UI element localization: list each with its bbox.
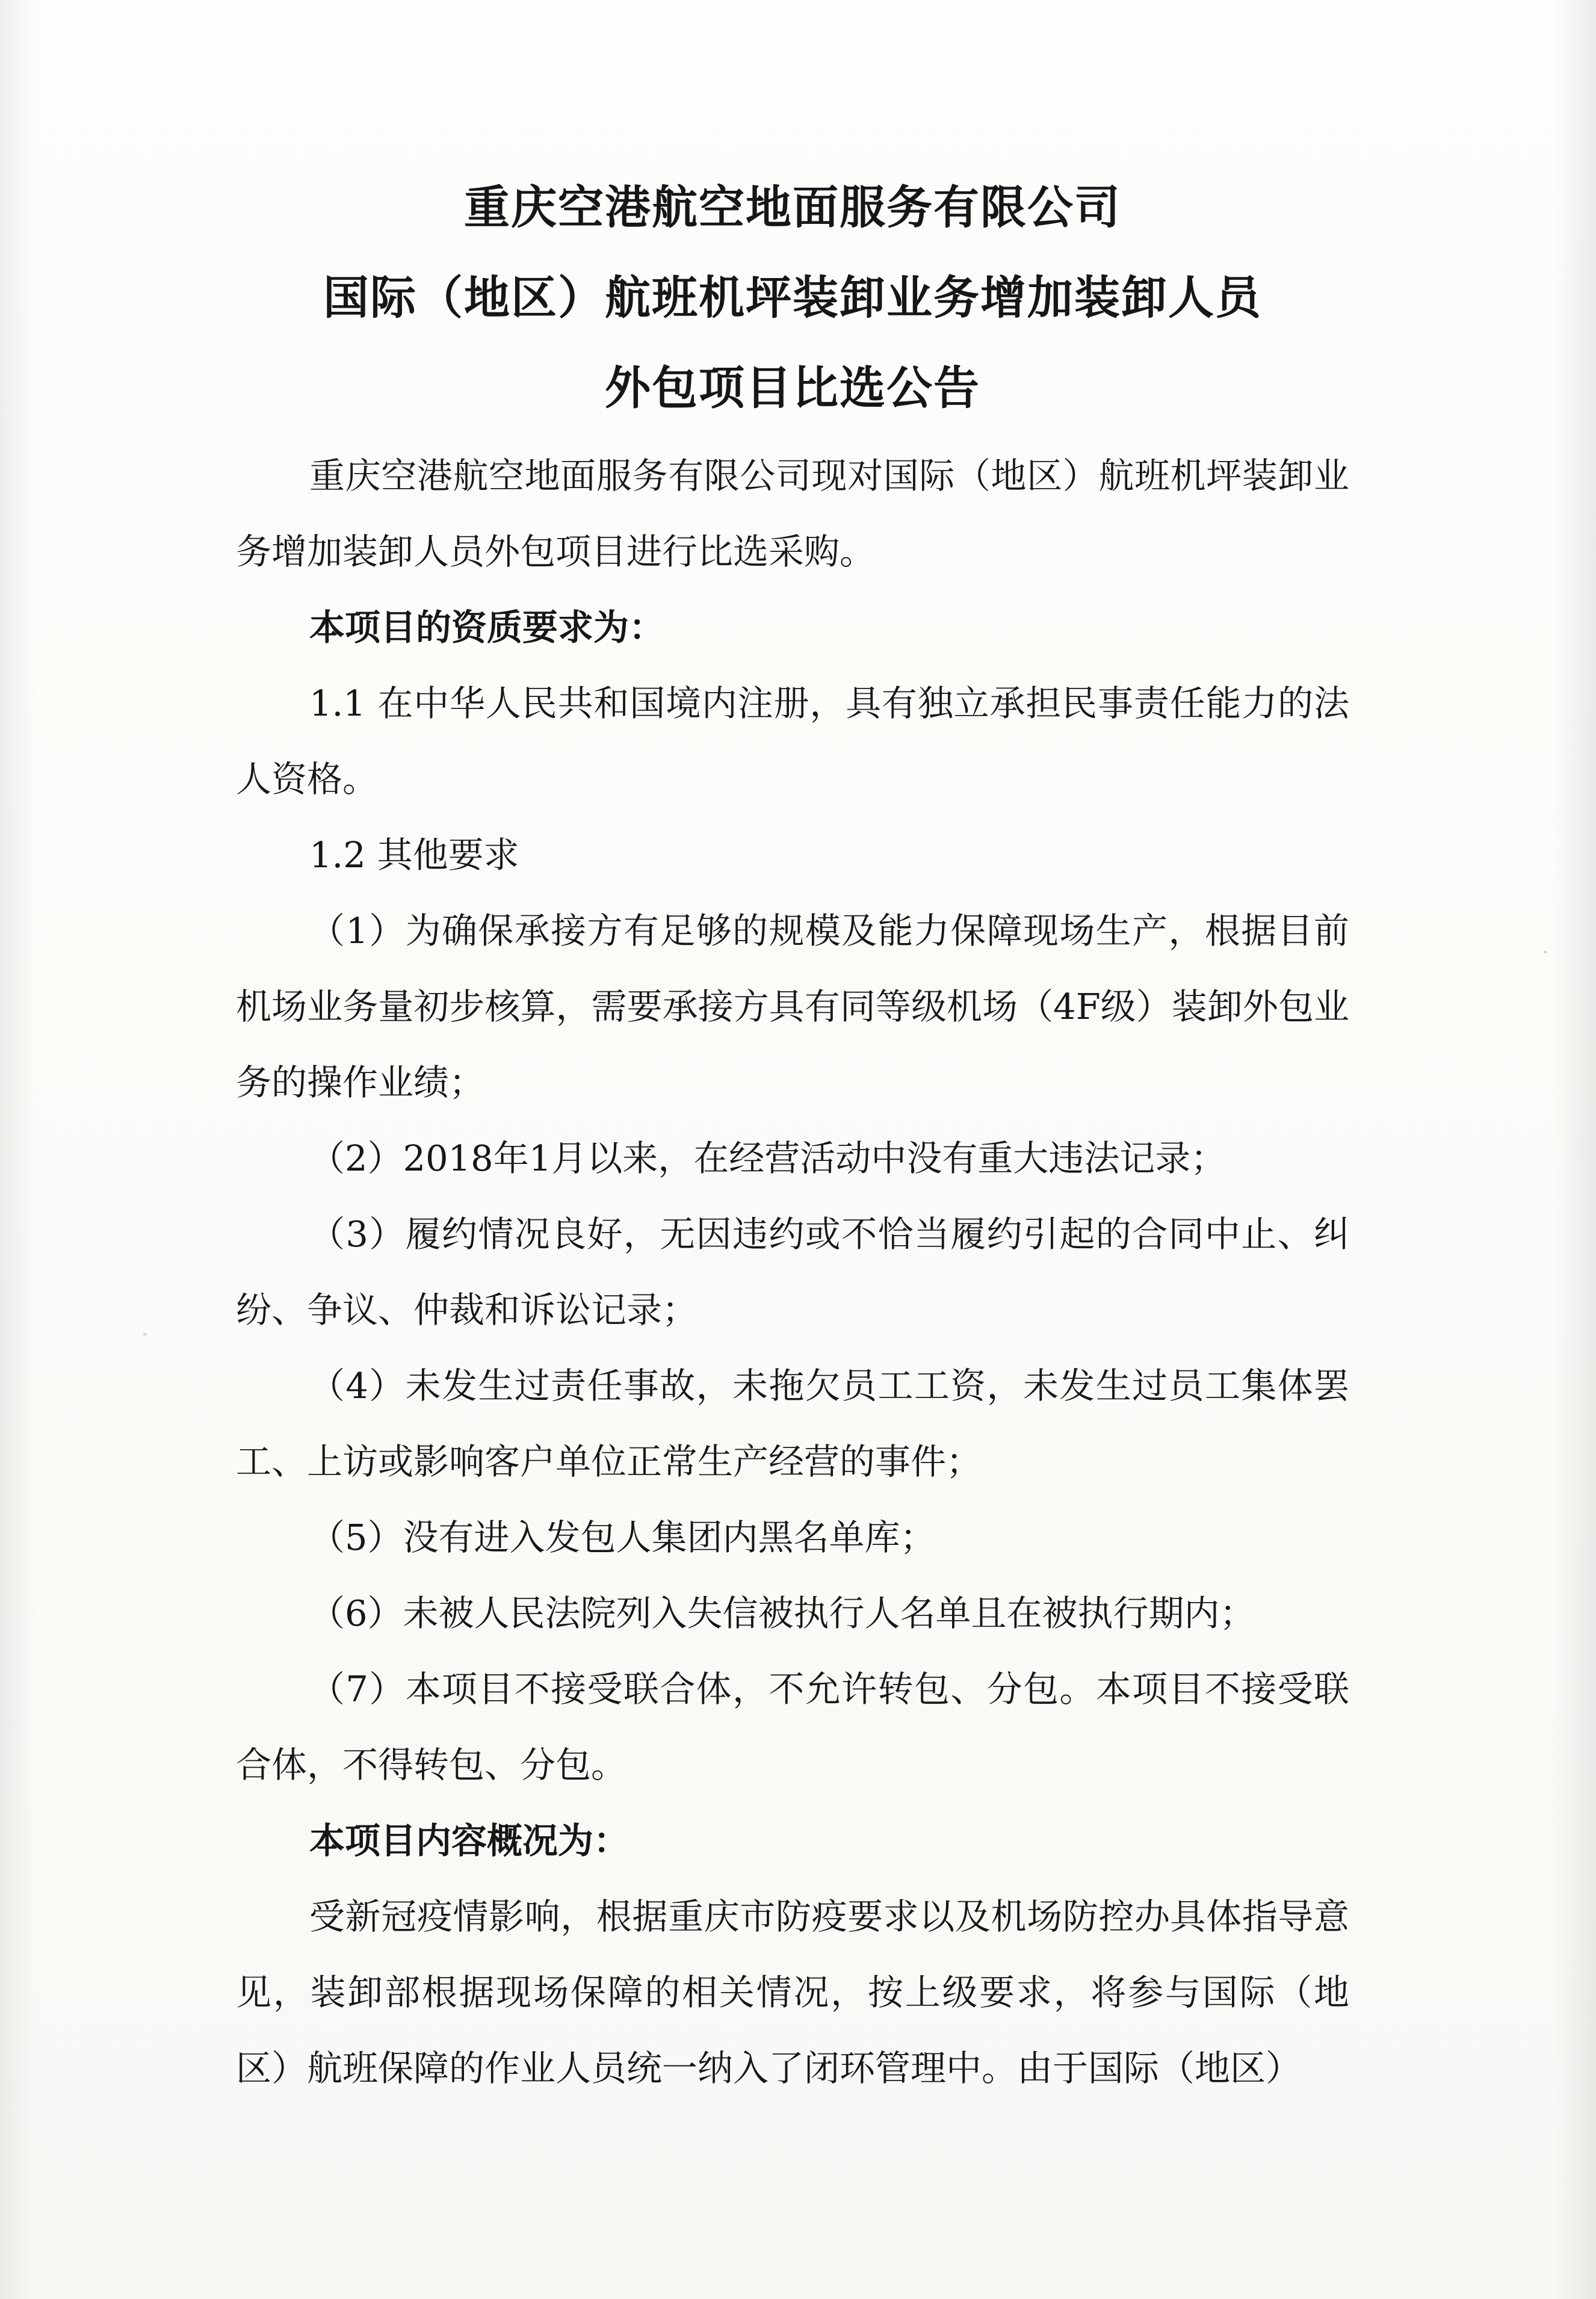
qualification-heading: 本项目的资质要求为： bbox=[309, 607, 665, 648]
scan-shadow-right bbox=[1554, 0, 1596, 2299]
other-requirement-5: （5）没有进入发包人集团内黑名单库； bbox=[309, 1517, 936, 1558]
title-line-1: 重庆空港航空地面服务有限公司 bbox=[464, 181, 1121, 234]
other-requirement-3: （3）履约情况良好，无因违约或不恰当履约引起的合同中止、纠纷、争议、仲裁和诉讼记录； bbox=[236, 1213, 1349, 1331]
requirement-1-2: 1.2 其他要求 bbox=[309, 834, 519, 876]
title-line-3: 外包项目比选公告 bbox=[605, 361, 980, 415]
intro-paragraph: 重庆空港航空地面服务有限公司现对国际（地区）航班机坪装卸业务增加装卸人员外包项目进行比选采购。 bbox=[236, 455, 1349, 572]
document-body bbox=[236, 162, 1349, 2106]
requirement-1-1: 1.1 在中华人民共和国境内注册，具有独立承担民事责任能力的法人资格。 bbox=[236, 682, 1349, 800]
title-line-2: 国际（地区）航班机坪装卸业务增加装卸人员 bbox=[323, 271, 1262, 324]
scan-shadow-left bbox=[0, 0, 36, 2299]
other-requirement-2: （2）2018年1月以来，在经营活动中没有重大违法记录； bbox=[309, 1137, 1226, 1179]
scan-speck bbox=[1544, 951, 1547, 953]
scan-speck bbox=[143, 1333, 147, 1335]
other-requirement-4: （4）未发生过责任事故，未拖欠员工工资，未发生过员工集体罢工、上访或影响客户单位正常生产经营的事件； bbox=[236, 1365, 1349, 1482]
other-requirement-7: （7）本项目不接受联合体，不允许转包、分包。本项目不接受联合体，不得转包、分包。 bbox=[236, 1668, 1349, 1786]
content-heading: 本项目内容概况为： bbox=[309, 1820, 629, 1861]
other-requirement-6: （6）未被人民法院列入失信被执行人名单且在被执行期内； bbox=[309, 1592, 1255, 1634]
content-paragraph: 受新冠疫情影响，根据重庆市防疫要求以及机场防控办具体指导意见，装卸部根据现场保障的相关情况，按上级要求，将参与国际（地区）航班保障的作业人员统一纳入了闭环管理中。由于国际（地区） bbox=[236, 1896, 1349, 2089]
other-requirement-1: （1）为确保承接方有足够的规模及能力保障现场生产，根据目前机场业务量初步核算，需要承接方具有同等级机场（4F级）装卸外包业务的操作业绩； bbox=[236, 910, 1349, 1103]
